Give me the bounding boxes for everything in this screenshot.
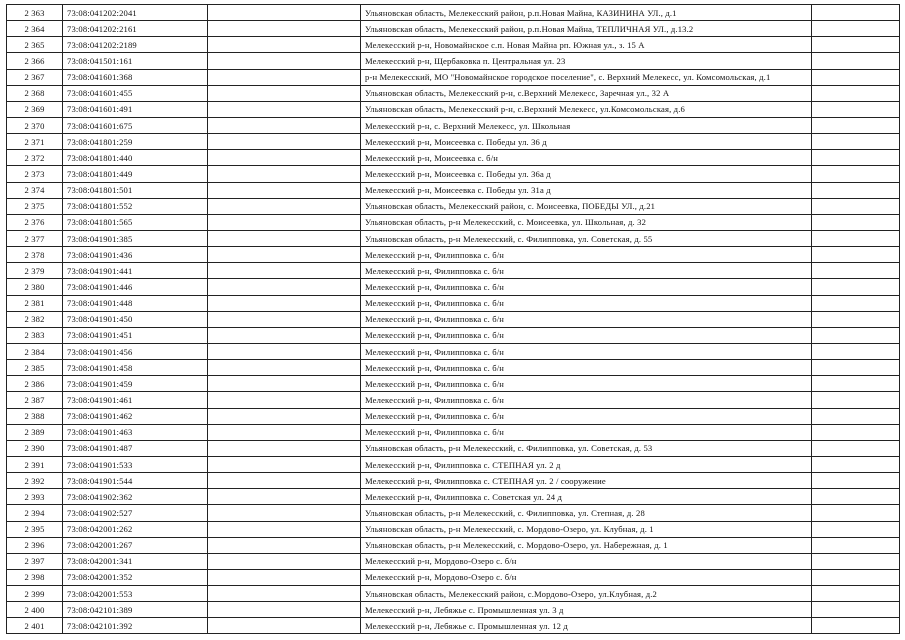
address-cell: Мелекесский р-н, Филипповка с. б/н — [361, 424, 812, 440]
empty-cell — [812, 489, 900, 505]
address-cell: Ульяновская область, Мелекесский район, р.п.Новая Майна, КАЗИНИНА УЛ., д.1 — [361, 5, 812, 21]
row-number-cell: 2 380 — [7, 279, 63, 295]
row-number-cell: 2 384 — [7, 343, 63, 359]
address-cell: Мелекесский р-н, Моисеевка с. Победы ул. 36 д — [361, 134, 812, 150]
row-number-cell: 2 401 — [7, 618, 63, 634]
empty-cell — [208, 440, 361, 456]
cadastral-number-cell: 73:08:041901:436 — [63, 247, 208, 263]
table-row — [7, 150, 900, 166]
empty-cell — [208, 21, 361, 37]
table-row — [7, 440, 900, 456]
registry-table — [6, 4, 900, 634]
row-number-cell: 2 377 — [7, 230, 63, 246]
empty-cell — [812, 101, 900, 117]
empty-cell — [208, 392, 361, 408]
empty-cell — [208, 489, 361, 505]
address-cell: Ульяновская область, р-н Мелекесский, с. Филипповка, ул. Советская, д. 55 — [361, 230, 812, 246]
row-number-cell: 2 396 — [7, 537, 63, 553]
empty-cell — [208, 214, 361, 230]
table-row — [7, 569, 900, 585]
table-row — [7, 85, 900, 101]
empty-cell — [812, 521, 900, 537]
address-cell: Мелекесский р-н, Филипповка с. б/н — [361, 311, 812, 327]
address-cell: Мелекесский р-н, Моисеевка с. Победы ул. 31а д — [361, 182, 812, 198]
address-cell: Ульяновская область, Мелекесский р-н, с.Верхний Мелекесс, Заречная ул., 32 А — [361, 85, 812, 101]
cadastral-number-cell: 73:08:042001:341 — [63, 553, 208, 569]
empty-cell — [812, 343, 900, 359]
cadastral-number-cell: 73:08:041202:2161 — [63, 21, 208, 37]
empty-cell — [208, 408, 361, 424]
cadastral-number-cell: 73:08:041902:527 — [63, 505, 208, 521]
table-row — [7, 586, 900, 602]
cadastral-number-cell: 73:08:041202:2189 — [63, 37, 208, 53]
cadastral-number-cell: 73:08:041801:501 — [63, 182, 208, 198]
table-row — [7, 343, 900, 359]
empty-cell — [208, 230, 361, 246]
empty-cell — [208, 376, 361, 392]
address-cell: Мелекесский р-н, Филипповка с. б/н — [361, 247, 812, 263]
empty-cell — [812, 311, 900, 327]
empty-cell — [208, 473, 361, 489]
table-row — [7, 214, 900, 230]
row-number-cell: 2 388 — [7, 408, 63, 424]
row-number-cell: 2 382 — [7, 311, 63, 327]
address-cell: Мелекесский р-н, Новомайнское с.п. Новая Майна рп. Южная ул., з. 15 А — [361, 37, 812, 53]
row-number-cell: 2 372 — [7, 150, 63, 166]
row-number-cell: 2 365 — [7, 37, 63, 53]
table-row — [7, 489, 900, 505]
cadastral-number-cell: 73:08:041901:451 — [63, 327, 208, 343]
empty-cell — [812, 279, 900, 295]
cadastral-number-cell: 73:08:041601:455 — [63, 85, 208, 101]
empty-cell — [812, 602, 900, 618]
address-cell: Мелекесский р-н, Моисеевка с. Победы ул. 36а д — [361, 166, 812, 182]
table-row — [7, 618, 900, 634]
address-cell: Мелекесский р-н, Филипповка с. б/н — [361, 295, 812, 311]
cadastral-number-cell: 73:08:041901:463 — [63, 424, 208, 440]
row-number-cell: 2 378 — [7, 247, 63, 263]
cadastral-number-cell: 73:08:041601:675 — [63, 117, 208, 133]
table-row — [7, 5, 900, 21]
address-cell: Мелекесский р-н, Щербаковка п. Центральная ул. 23 — [361, 53, 812, 69]
empty-cell — [812, 263, 900, 279]
row-number-cell: 2 390 — [7, 440, 63, 456]
table-row — [7, 37, 900, 53]
cadastral-number-cell: 73:08:042001:352 — [63, 569, 208, 585]
address-cell: Ульяновская область, р-н Мелекесский, с. Моисеевка, ул. Школьная, д. 32 — [361, 214, 812, 230]
empty-cell — [208, 456, 361, 472]
address-cell: Мелекесский р-н, Филипповка с. б/н — [361, 279, 812, 295]
empty-cell — [208, 69, 361, 85]
cadastral-number-cell: 73:08:041901:385 — [63, 230, 208, 246]
cadastral-number-cell: 73:08:041901:544 — [63, 473, 208, 489]
address-cell: Мелекесский р-н, Филипповка с. СТЕПНАЯ ул. 2 / сооружение — [361, 473, 812, 489]
empty-cell — [812, 440, 900, 456]
cadastral-number-cell: 73:08:041801:449 — [63, 166, 208, 182]
empty-cell — [208, 360, 361, 376]
empty-cell — [812, 392, 900, 408]
empty-cell — [208, 505, 361, 521]
table-row — [7, 295, 900, 311]
empty-cell — [812, 360, 900, 376]
address-cell: Мелекесский р-н, Моисеевка с. б/н — [361, 150, 812, 166]
empty-cell — [208, 101, 361, 117]
table-row — [7, 69, 900, 85]
table-row — [7, 505, 900, 521]
row-number-cell: 2 363 — [7, 5, 63, 21]
cadastral-number-cell: 73:08:042001:267 — [63, 537, 208, 553]
empty-cell — [812, 5, 900, 21]
table-row — [7, 376, 900, 392]
empty-cell — [812, 553, 900, 569]
row-number-cell: 2 389 — [7, 424, 63, 440]
row-number-cell: 2 375 — [7, 198, 63, 214]
cadastral-number-cell: 73:08:041901:450 — [63, 311, 208, 327]
empty-cell — [812, 134, 900, 150]
cadastral-number-cell: 73:08:041901:533 — [63, 456, 208, 472]
row-number-cell: 2 386 — [7, 376, 63, 392]
cadastral-number-cell: 73:08:041801:440 — [63, 150, 208, 166]
address-cell: Мелекесский р-н, Филипповка с. СТЕПНАЯ ул. 2 д — [361, 456, 812, 472]
empty-cell — [812, 295, 900, 311]
row-number-cell: 2 373 — [7, 166, 63, 182]
table-row — [7, 263, 900, 279]
empty-cell — [812, 21, 900, 37]
address-cell: Мелекесский р-н, Филипповка с. б/н — [361, 376, 812, 392]
table-row — [7, 247, 900, 263]
empty-cell — [208, 295, 361, 311]
empty-cell — [208, 279, 361, 295]
table-row — [7, 424, 900, 440]
empty-cell — [812, 230, 900, 246]
address-cell: Мелекесский р-н, Филипповка с. б/н — [361, 343, 812, 359]
empty-cell — [812, 53, 900, 69]
empty-cell — [812, 182, 900, 198]
empty-cell — [208, 37, 361, 53]
row-number-cell: 2 376 — [7, 214, 63, 230]
row-number-cell: 2 399 — [7, 586, 63, 602]
address-cell: Ульяновская область, Мелекесский район, р.п.Новая Майна, ТЕПЛИЧНАЯ УЛ., д.13.2 — [361, 21, 812, 37]
empty-cell — [208, 53, 361, 69]
empty-cell — [812, 408, 900, 424]
empty-cell — [208, 182, 361, 198]
row-number-cell: 2 366 — [7, 53, 63, 69]
empty-cell — [208, 198, 361, 214]
empty-cell — [208, 311, 361, 327]
cadastral-number-cell: 73:08:041901:462 — [63, 408, 208, 424]
table-row — [7, 456, 900, 472]
table-row — [7, 198, 900, 214]
address-cell: Ульяновская область, р-н Мелекесский, с. Филипповка, ул. Степная, д. 28 — [361, 505, 812, 521]
address-cell: Ульяновская область, Мелекесский р-н, с.Верхний Мелекесс, ул.Комсомольская, д.6 — [361, 101, 812, 117]
empty-cell — [812, 166, 900, 182]
empty-cell — [812, 505, 900, 521]
empty-cell — [812, 69, 900, 85]
address-cell: Ульяновская область, р-н Мелекесский, с. Филипповка, ул. Советская, д. 53 — [361, 440, 812, 456]
empty-cell — [208, 247, 361, 263]
empty-cell — [208, 537, 361, 553]
empty-cell — [208, 343, 361, 359]
row-number-cell: 2 374 — [7, 182, 63, 198]
table-row — [7, 327, 900, 343]
registry-body — [7, 5, 900, 634]
empty-cell — [812, 214, 900, 230]
table-row — [7, 521, 900, 537]
table-row — [7, 117, 900, 133]
row-number-cell: 2 364 — [7, 21, 63, 37]
row-number-cell: 2 397 — [7, 553, 63, 569]
address-cell: Мелекесский р-н, Мордово-Озеро с. б/н — [361, 569, 812, 585]
cadastral-number-cell: 73:08:041202:2041 — [63, 5, 208, 21]
empty-cell — [208, 117, 361, 133]
table-row — [7, 166, 900, 182]
table-row — [7, 182, 900, 198]
empty-cell — [208, 134, 361, 150]
cadastral-number-cell: 73:08:041601:491 — [63, 101, 208, 117]
address-cell: Мелекесский р-н, Филипповка с. б/н — [361, 263, 812, 279]
empty-cell — [812, 456, 900, 472]
cadastral-number-cell: 73:08:041901:487 — [63, 440, 208, 456]
empty-cell — [208, 166, 361, 182]
empty-cell — [812, 85, 900, 101]
table-row — [7, 53, 900, 69]
table-row — [7, 230, 900, 246]
row-number-cell: 2 387 — [7, 392, 63, 408]
row-number-cell: 2 371 — [7, 134, 63, 150]
cadastral-number-cell: 73:08:041901:459 — [63, 376, 208, 392]
cadastral-number-cell: 73:08:042101:389 — [63, 602, 208, 618]
empty-cell — [208, 327, 361, 343]
cadastral-number-cell: 73:08:041901:448 — [63, 295, 208, 311]
table-row — [7, 101, 900, 117]
cadastral-number-cell: 73:08:041901:458 — [63, 360, 208, 376]
row-number-cell: 2 381 — [7, 295, 63, 311]
empty-cell — [208, 521, 361, 537]
cadastral-number-cell: 73:08:042001:262 — [63, 521, 208, 537]
empty-cell — [812, 247, 900, 263]
table-row — [7, 537, 900, 553]
row-number-cell: 2 400 — [7, 602, 63, 618]
cadastral-number-cell: 73:08:041902:362 — [63, 489, 208, 505]
empty-cell — [812, 117, 900, 133]
empty-cell — [812, 424, 900, 440]
table-row — [7, 360, 900, 376]
table-row — [7, 473, 900, 489]
address-cell: Ульяновская область, р-н Мелекесский, с. Мордово-Озеро, ул. Клубная, д. 1 — [361, 521, 812, 537]
row-number-cell: 2 392 — [7, 473, 63, 489]
empty-cell — [208, 150, 361, 166]
table-row — [7, 408, 900, 424]
row-number-cell: 2 393 — [7, 489, 63, 505]
empty-cell — [208, 553, 361, 569]
address-cell: Мелекесский р-н, Лебяжье с. Промышленная ул. 12 д — [361, 618, 812, 634]
empty-cell — [812, 473, 900, 489]
address-cell: Ульяновская область, р-н Мелекесский, с. Мордово-Озеро, ул. Набережная, д. 1 — [361, 537, 812, 553]
address-cell: Мелекесский р-н, Филипповка с. б/н — [361, 408, 812, 424]
empty-cell — [812, 537, 900, 553]
address-cell: Мелекесский р-н, Филипповка с. б/н — [361, 360, 812, 376]
address-cell: Мелекесский р-н, Филипповка с. Советская ул. 24 д — [361, 489, 812, 505]
empty-cell — [812, 150, 900, 166]
row-number-cell: 2 383 — [7, 327, 63, 343]
empty-cell — [812, 37, 900, 53]
table-row — [7, 553, 900, 569]
address-cell: р-н Мелекесский, МО "Новомайнское городское поселение", с. Верхний Мелекесс, ул. Комсомольская, д.1 — [361, 69, 812, 85]
row-number-cell: 2 395 — [7, 521, 63, 537]
row-number-cell: 2 369 — [7, 101, 63, 117]
empty-cell — [208, 569, 361, 585]
cadastral-number-cell: 73:08:041801:565 — [63, 214, 208, 230]
empty-cell — [208, 5, 361, 21]
empty-cell — [208, 85, 361, 101]
address-cell: Ульяновская область, Мелекесский район, с. Моисеевка, ПОБЕДЫ УЛ., д.21 — [361, 198, 812, 214]
cadastral-number-cell: 73:08:041601:368 — [63, 69, 208, 85]
cadastral-number-cell: 73:08:041501:161 — [63, 53, 208, 69]
table-row — [7, 392, 900, 408]
cadastral-number-cell: 73:08:042101:392 — [63, 618, 208, 634]
address-cell: Мелекесский р-н, с. Верхний Мелекесс, ул. Школьная — [361, 117, 812, 133]
empty-cell — [812, 376, 900, 392]
empty-cell — [812, 569, 900, 585]
empty-cell — [812, 198, 900, 214]
table-row — [7, 311, 900, 327]
address-cell: Мелекесский р-н, Лебяжье с. Промышленная ул. 3 д — [361, 602, 812, 618]
row-number-cell: 2 368 — [7, 85, 63, 101]
table-row — [7, 21, 900, 37]
table-row — [7, 279, 900, 295]
cadastral-number-cell: 73:08:041901:461 — [63, 392, 208, 408]
address-cell: Ульяновская область, Мелекесский район, с.Мордово-Озеро, ул.Клубная, д.2 — [361, 586, 812, 602]
row-number-cell: 2 367 — [7, 69, 63, 85]
cadastral-number-cell: 73:08:041901:456 — [63, 343, 208, 359]
cadastral-number-cell: 73:08:042001:553 — [63, 586, 208, 602]
empty-cell — [812, 586, 900, 602]
empty-cell — [812, 327, 900, 343]
empty-cell — [208, 618, 361, 634]
empty-cell — [812, 618, 900, 634]
table-row — [7, 134, 900, 150]
address-cell: Мелекесский р-н, Филипповка с. б/н — [361, 392, 812, 408]
empty-cell — [208, 586, 361, 602]
address-cell: Мелекесский р-н, Филипповка с. б/н — [361, 327, 812, 343]
table-row — [7, 602, 900, 618]
cadastral-number-cell: 73:08:041801:259 — [63, 134, 208, 150]
row-number-cell: 2 398 — [7, 569, 63, 585]
row-number-cell: 2 385 — [7, 360, 63, 376]
row-number-cell: 2 379 — [7, 263, 63, 279]
cadastral-number-cell: 73:08:041901:441 — [63, 263, 208, 279]
empty-cell — [208, 263, 361, 279]
row-number-cell: 2 370 — [7, 117, 63, 133]
cadastral-number-cell: 73:08:041901:446 — [63, 279, 208, 295]
cadastral-number-cell: 73:08:041801:552 — [63, 198, 208, 214]
empty-cell — [208, 424, 361, 440]
row-number-cell: 2 391 — [7, 456, 63, 472]
address-cell: Мелекесский р-н, Мордово-Озеро с. б/н — [361, 553, 812, 569]
row-number-cell: 2 394 — [7, 505, 63, 521]
empty-cell — [208, 602, 361, 618]
